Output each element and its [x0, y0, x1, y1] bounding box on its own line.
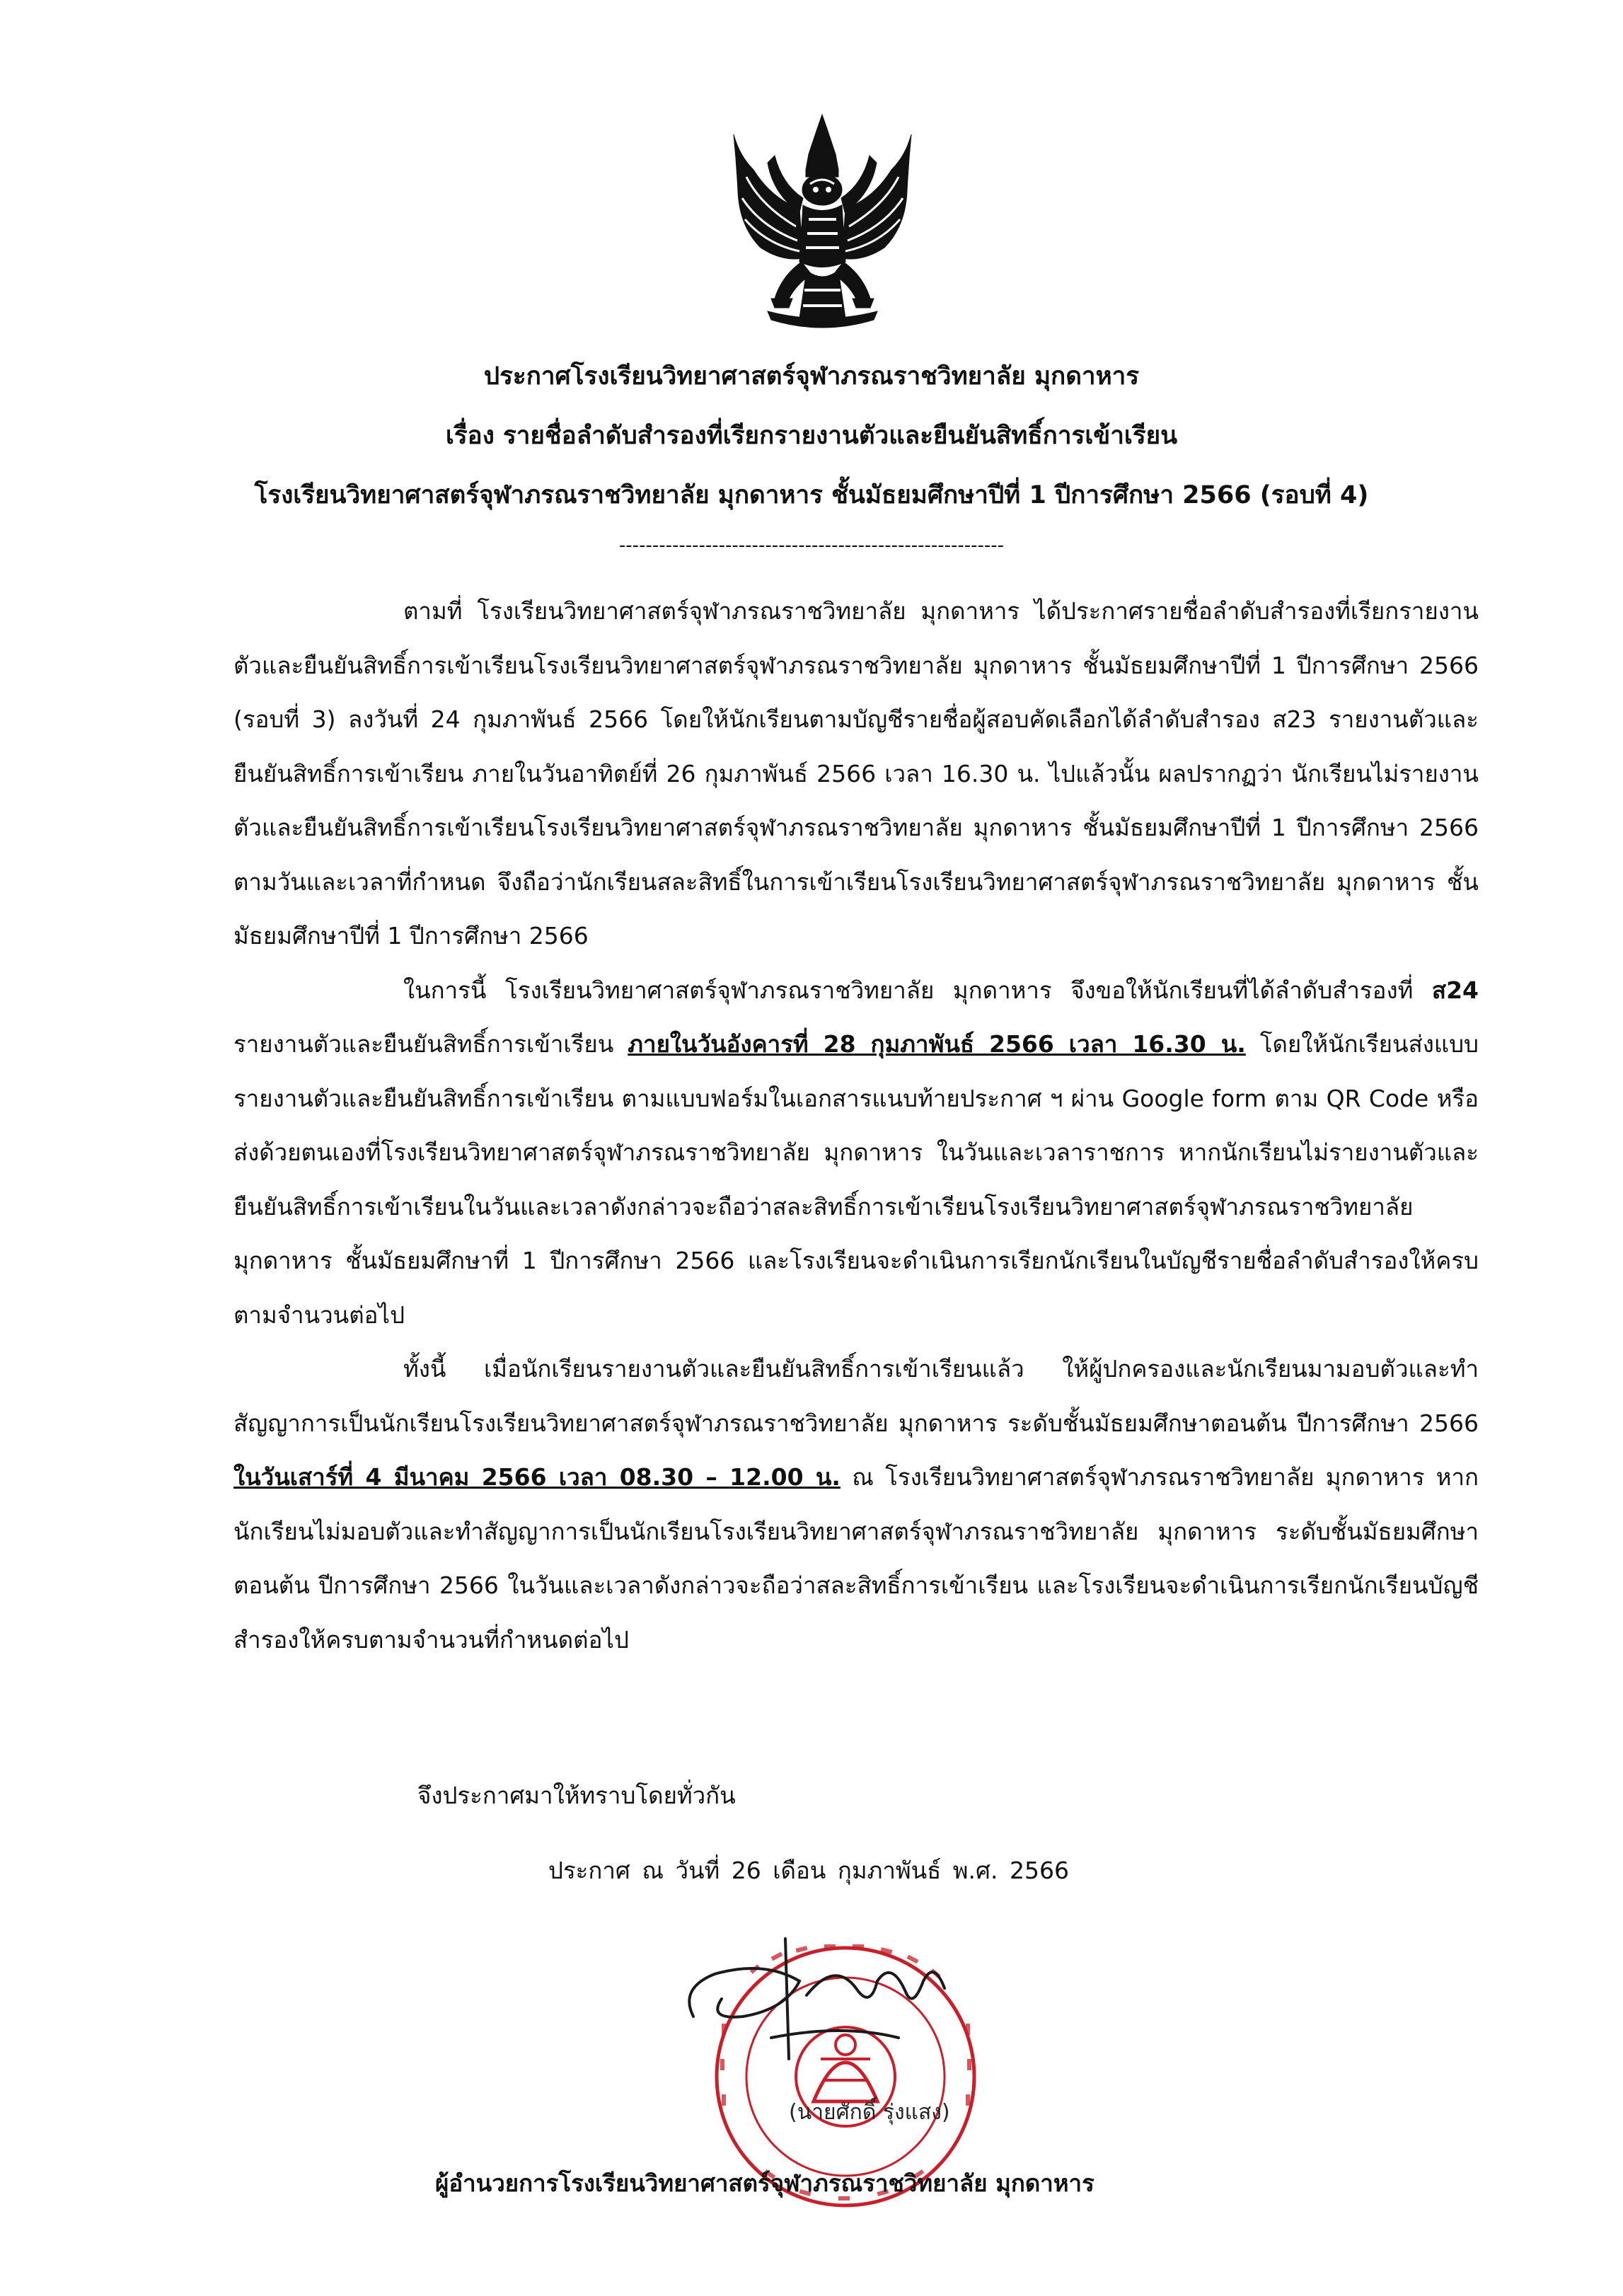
paragraph-2-text-e: โดยให้นักเรียนส่งแบบรายงานตัวและยืนยันสิทธิ์การเข้าเรียน ตามแบบฟอร์มในเอกสารแนบท้ายประกาศ ฯ ผ่าน Google form ตาม QR Code หรือส่งด้วยตนเองที่โรงเรียนวิทยาศาสตร์จุฬาภรณราชวิทยาลัย มุกดาหาร ในวันและเวลาราชการ หากนักเรียนไม่รายงานตัวและยืนยันสิทธิ์การเข้าเรียนในวันและเวลาดังกล่าวจะถือว่าสละสิทธิ์การเข้าเรียนโรงเรียนวิทยาศาสตร์จุฬาภรณราชวิทยาลัย มุกดาหาร ชั้นมัธยมศึกษาที่ 1 ปีการศึกษา 2566 และโรงเรียนจะดำเนินการเรียกนักเรียนในบัญชีรายชื่อลำดับสำรองให้ครบตามจำนวนต่อไป: [233, 1030, 1479, 1329]
signer-title: ผู้อำนวยการโรงเรียนวิทยาศาสตร์จุฬาภรณราชวิทยาลัย มุกดาหาร: [435, 2169, 1094, 2197]
announcement-subject: เรื่อง รายชื่อลำดับสำรองที่เรียกรายงานตัวและยืนยันสิทธิ์การเข้าเรียน: [445, 422, 1178, 450]
announcement-body: [233, 584, 1479, 1667]
reserve-rank-label: ส24: [1431, 976, 1479, 1004]
report-deadline: ภายในวันอังคารที่ 28 กุมภาพันธ์ 2566 เวลา 16.30 น.: [628, 1030, 1246, 1058]
signer-name: (นายศักดิ์ รุ่งแสง): [789, 2100, 950, 2125]
announcement-subtitle: โรงเรียนวิทยาศาสตร์จุฬาภรณราชวิทยาลัย มุกดาหาร ชั้นมัธยมศึกษาปีที่ 1 ปีการศึกษา 2566 (รอบที่ 4): [254, 481, 1369, 509]
closing-statement: จึงประกาศมาให้ทราบโดยทั่วกัน: [417, 1782, 736, 1809]
enrollment-date: ในวันเสาร์ที่ 4 มีนาคม 2566 เวลา 08.30 – 12.00 น.: [233, 1463, 841, 1491]
paragraph-3-text-a: ทั้งนี้ เมื่อนักเรียนรายงานตัวและยืนยันสิทธิ์การเข้าเรียนแล้ว ให้ผู้ปกครองและนักเรียนมามอบตัวและทำสัญญาการเป็นนักเรียนโรงเรียนวิทยาศาสตร์จุฬาภรณราชวิทยาลัย มุกดาหาร ระดับชั้นมัธยมศึกษาตอนต้น ปีการศึกษา 2566: [233, 1355, 1479, 1437]
garuda-emblem-icon: [732, 113, 913, 340]
paragraph-2: [233, 964, 1479, 1343]
paragraph-1: ตามที่ โรงเรียนวิทยาศาสตร์จุฬาภรณราชวิทยาลัย มุกดาหาร ได้ประกาศรายชื่อลำดับสำรองที่เรียกรายงานตัวและยืนยันสิทธิ์การเข้าเรียนโรงเรียนวิทยาศาสตร์จุฬาภรณราชวิทยาลัย มุกดาหาร ชั้นมัธยมศึกษาปีที่ 1 ปีการศึกษา 2566 (รอบที่ 3) ลงวันที่ 24 กุมภาพันธ์ 2566 โดยให้นักเรียนตามบัญชีรายชื่อผู้สอบคัดเลือกได้ลำดับสำรอง ส23 รายงานตัวและยืนยันสิทธิ์การเข้าเรียน ภายในวันอาทิตย์ที่ 26 กุมภาพันธ์ 2566 เวลา 16.30 น. ไปแล้วนั้น ผลปรากฏว่า นักเรียนไม่รายงานตัวและยืนยันสิทธิ์การเข้าเรียนโรงเรียนวิทยาศาสตร์จุฬาภรณราชวิทยาลัย มุกดาหาร ชั้นมัธยมศึกษาปีที่ 1 ปีการศึกษา 2566 ตามวันและเวลาที่กำหนด จึงถือว่านักเรียนสละสิทธิ์ในการเข้าเรียนโรงเรียนวิทยาศาสตร์จุฬาภรณราชวิทยาลัย มุกดาหาร ชั้นมัธยมศึกษาปีที่ 1 ปีการศึกษา 2566: [233, 597, 1479, 950]
paragraph-3: [233, 1342, 1479, 1667]
signature-icon: [665, 1932, 998, 2073]
divider-line: ----------------------------------------------------------: [618, 535, 1005, 556]
paragraph-3-text-c: ณ โรงเรียนวิทยาศาสตร์จุฬาภรณราชวิทยาลัย มุกดาหาร หากนักเรียนไม่มอบตัวและทำสัญญาการเป็นนักเรียนโรงเรียนวิทยาศาสตร์จุฬาภรณราชวิทยาลัย มุกดาหาร ระดับชั้นมัธยมศึกษาตอนต้น ปีการศึกษา 2566 ในวันและเวลาดังกล่าวจะถือว่าสละสิทธิ์การเข้าเรียน และโรงเรียนจะดำเนินการเรียกนักเรียนบัญชีสำรองให้ครบตามจำนวนที่กำหนดต่อไป: [233, 1463, 1479, 1654]
paragraph-2-text-c: รายงานตัวและยืนยันสิทธิ์การเข้าเรียน: [233, 1030, 628, 1058]
announcement-title: ประกาศโรงเรียนวิทยาศาสตร์จุฬาภรณราชวิทยาลัย มุกดาหาร: [483, 362, 1140, 391]
announcement-date: ประกาศ ณ วันที่ 26 เดือน กุมภาพันธ์ พ.ศ. 2566: [548, 1857, 1069, 1884]
paragraph-2-text-a: ในการนี้ โรงเรียนวิทยาศาสตร์จุฬาภรณราชวิทยาลัย มุกดาหาร จึงขอให้นักเรียนที่ได้ลำดับสำรองที่: [403, 976, 1432, 1004]
